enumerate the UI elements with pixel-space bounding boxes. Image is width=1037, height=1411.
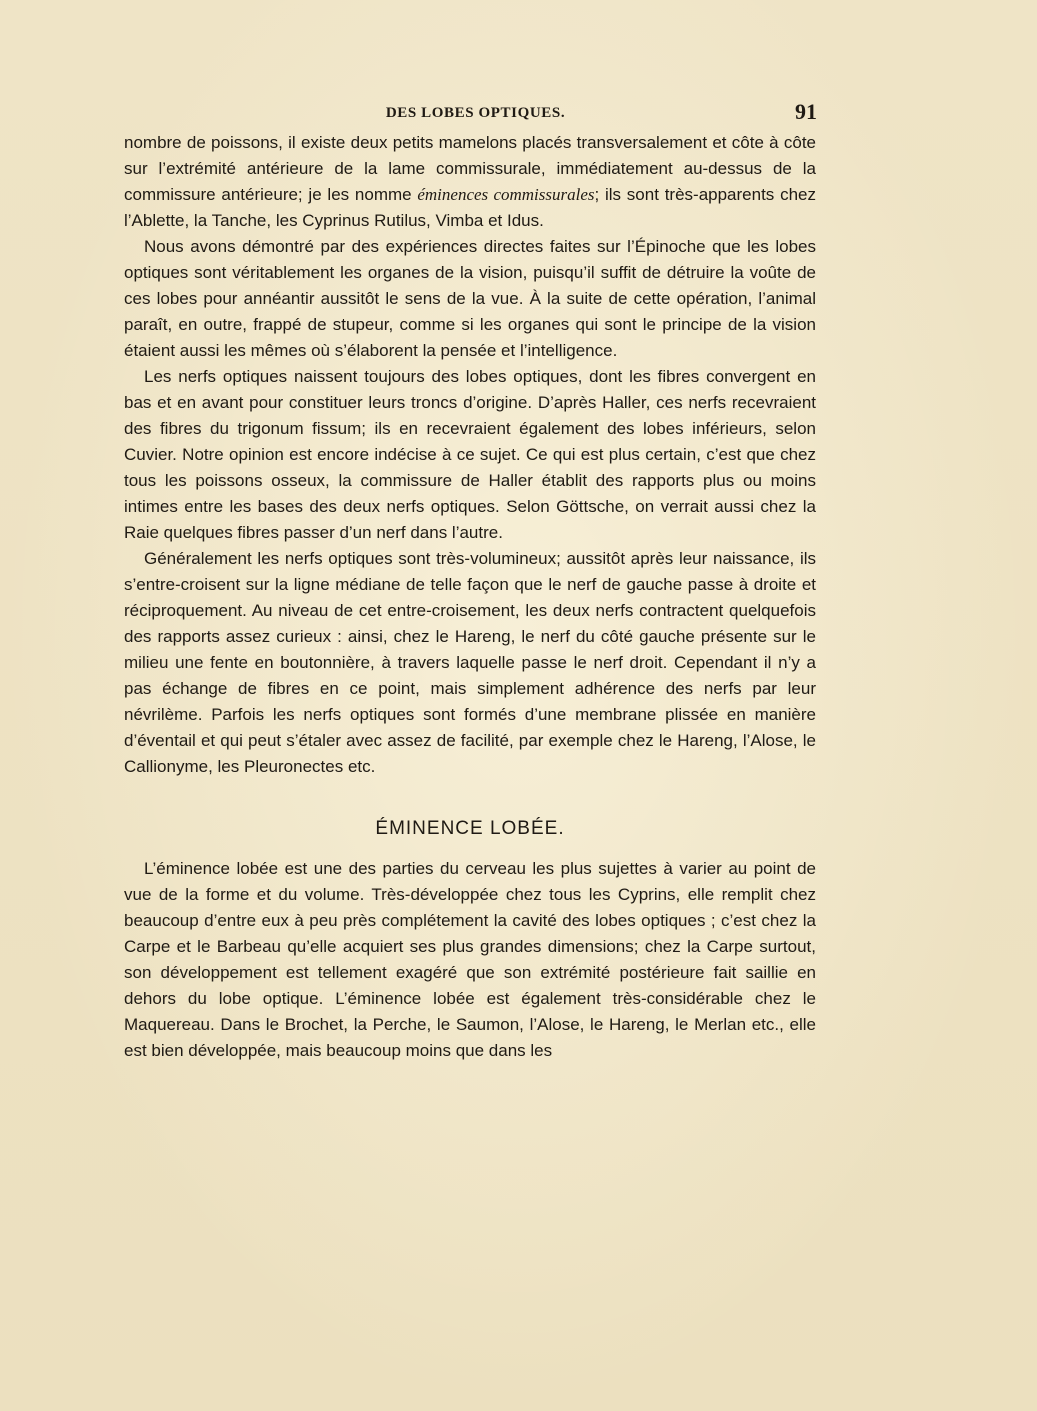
section-heading: ÉMINENCE LOBÉE.	[375, 818, 565, 839]
body-text	[124, 130, 816, 1064]
paragraph-eminence-lobee: L’éminence lobée est une des parties du cerveau les plus sujettes à varier au point de vue de la forme et du volume. Très-développée chez tous les Cyprins, elle remplit chez beaucoup d’entre eux à peu près complétement la cavité des lobes optiques ; c’est chez la Carpe et le Barbeau qu’elle acquiert ses plus grandes dimensions; chez la Carpe surtout, son développement est tellement exagéré que son extrémité postérieure fait saillie en dehors du lobe optique. L’éminence lobée est également très-considérable chez le Maquereau. Dans le Brochet, la Perche, le Saumon, l’Alose, le Hareng, le Merlan etc., elle est bien développée, mais beaucoup moins que dans les	[124, 859, 816, 1060]
page-number: 91	[795, 99, 817, 124]
paragraph-optic-chiasm: Généralement les nerfs optiques sont très-volumineux; aussitôt après leur naissance, ils s’entre-croisent sur la ligne médiane de telle façon que le nerf de gauche passe à droite et réciproquement. Au niveau de cet entre-croisement, les deux nerfs contractent quelquefois des rapports assez curieux : ainsi, chez le Hareng, le nerf du côté gauche présente sur le milieu une fente en boutonnière, à travers laquelle passe le nerf droit. Cependant il n’y a pas échange de fibres en ce point, mais simplement adhérence des nerfs par leur névrilème. Parfois les nerfs optiques sont formés d’une membrane plissée en manière d’éventail et qui peut s’étaler avec assez de facilité, par exemple chez le Hareng, l’Alose, le Callionyme, les Pleuronectes etc.	[124, 549, 816, 776]
running-title: DES LOBES OPTIQUES.	[385, 105, 566, 121]
italic-term: éminences commissurales	[417, 185, 595, 204]
paragraph-text-start: nombre de poissons, il existe deux petits mamelons placés transversalement et côte à côte sur l’extrémité antérieure de la lame commissurale, immédiatement au-dessus de la commissure antérieure; je les nomme	[124, 133, 816, 204]
paragraph-text-end: ; ils sont très-apparents chez l’Ablette, la Tanche, les Cyprinus Rutilus, Vimba et Idus.	[124, 185, 816, 230]
paragraph-vision: Nous avons démontré par des expériences directes faites sur l’Épinoche que les lobes optiques sont véritablement les organes de la vision, puisqu’il suffit de détruire la voûte de ces lobes pour annéantir aussitôt le sens de la vue. À la suite de cette opération, l’animal paraît, en outre, frappé de stupeur, comme si les organes qui sont le principe de la vision étaient aussi les mêmes où s’élaborent la pensée et l’intelligence.	[124, 237, 816, 360]
paragraph-continuation	[124, 130, 816, 234]
paragraph-optic-nerve-origin: Les nerfs optiques naissent toujours des lobes optiques, dont les fibres convergent en bas et en avant pour constituer leurs troncs d’origine. D’après Haller, ces nerfs recevraient des fibres du trigonum fissum; ils en recevraient également des lobes inférieurs, selon Cuvier. Notre opinion est encore indécise à ce sujet. Ce qui est plus certain, c’est que chez tous les poissons osseux, la commissure de Haller établit des rapports plus ou moins intimes entre les bases des deux nerfs optiques. Selon Göttsche, on verrait aussi chez la Raie quelques fibres passer d’un nerf dans l’autre.	[124, 367, 816, 542]
running-head	[124, 100, 827, 126]
